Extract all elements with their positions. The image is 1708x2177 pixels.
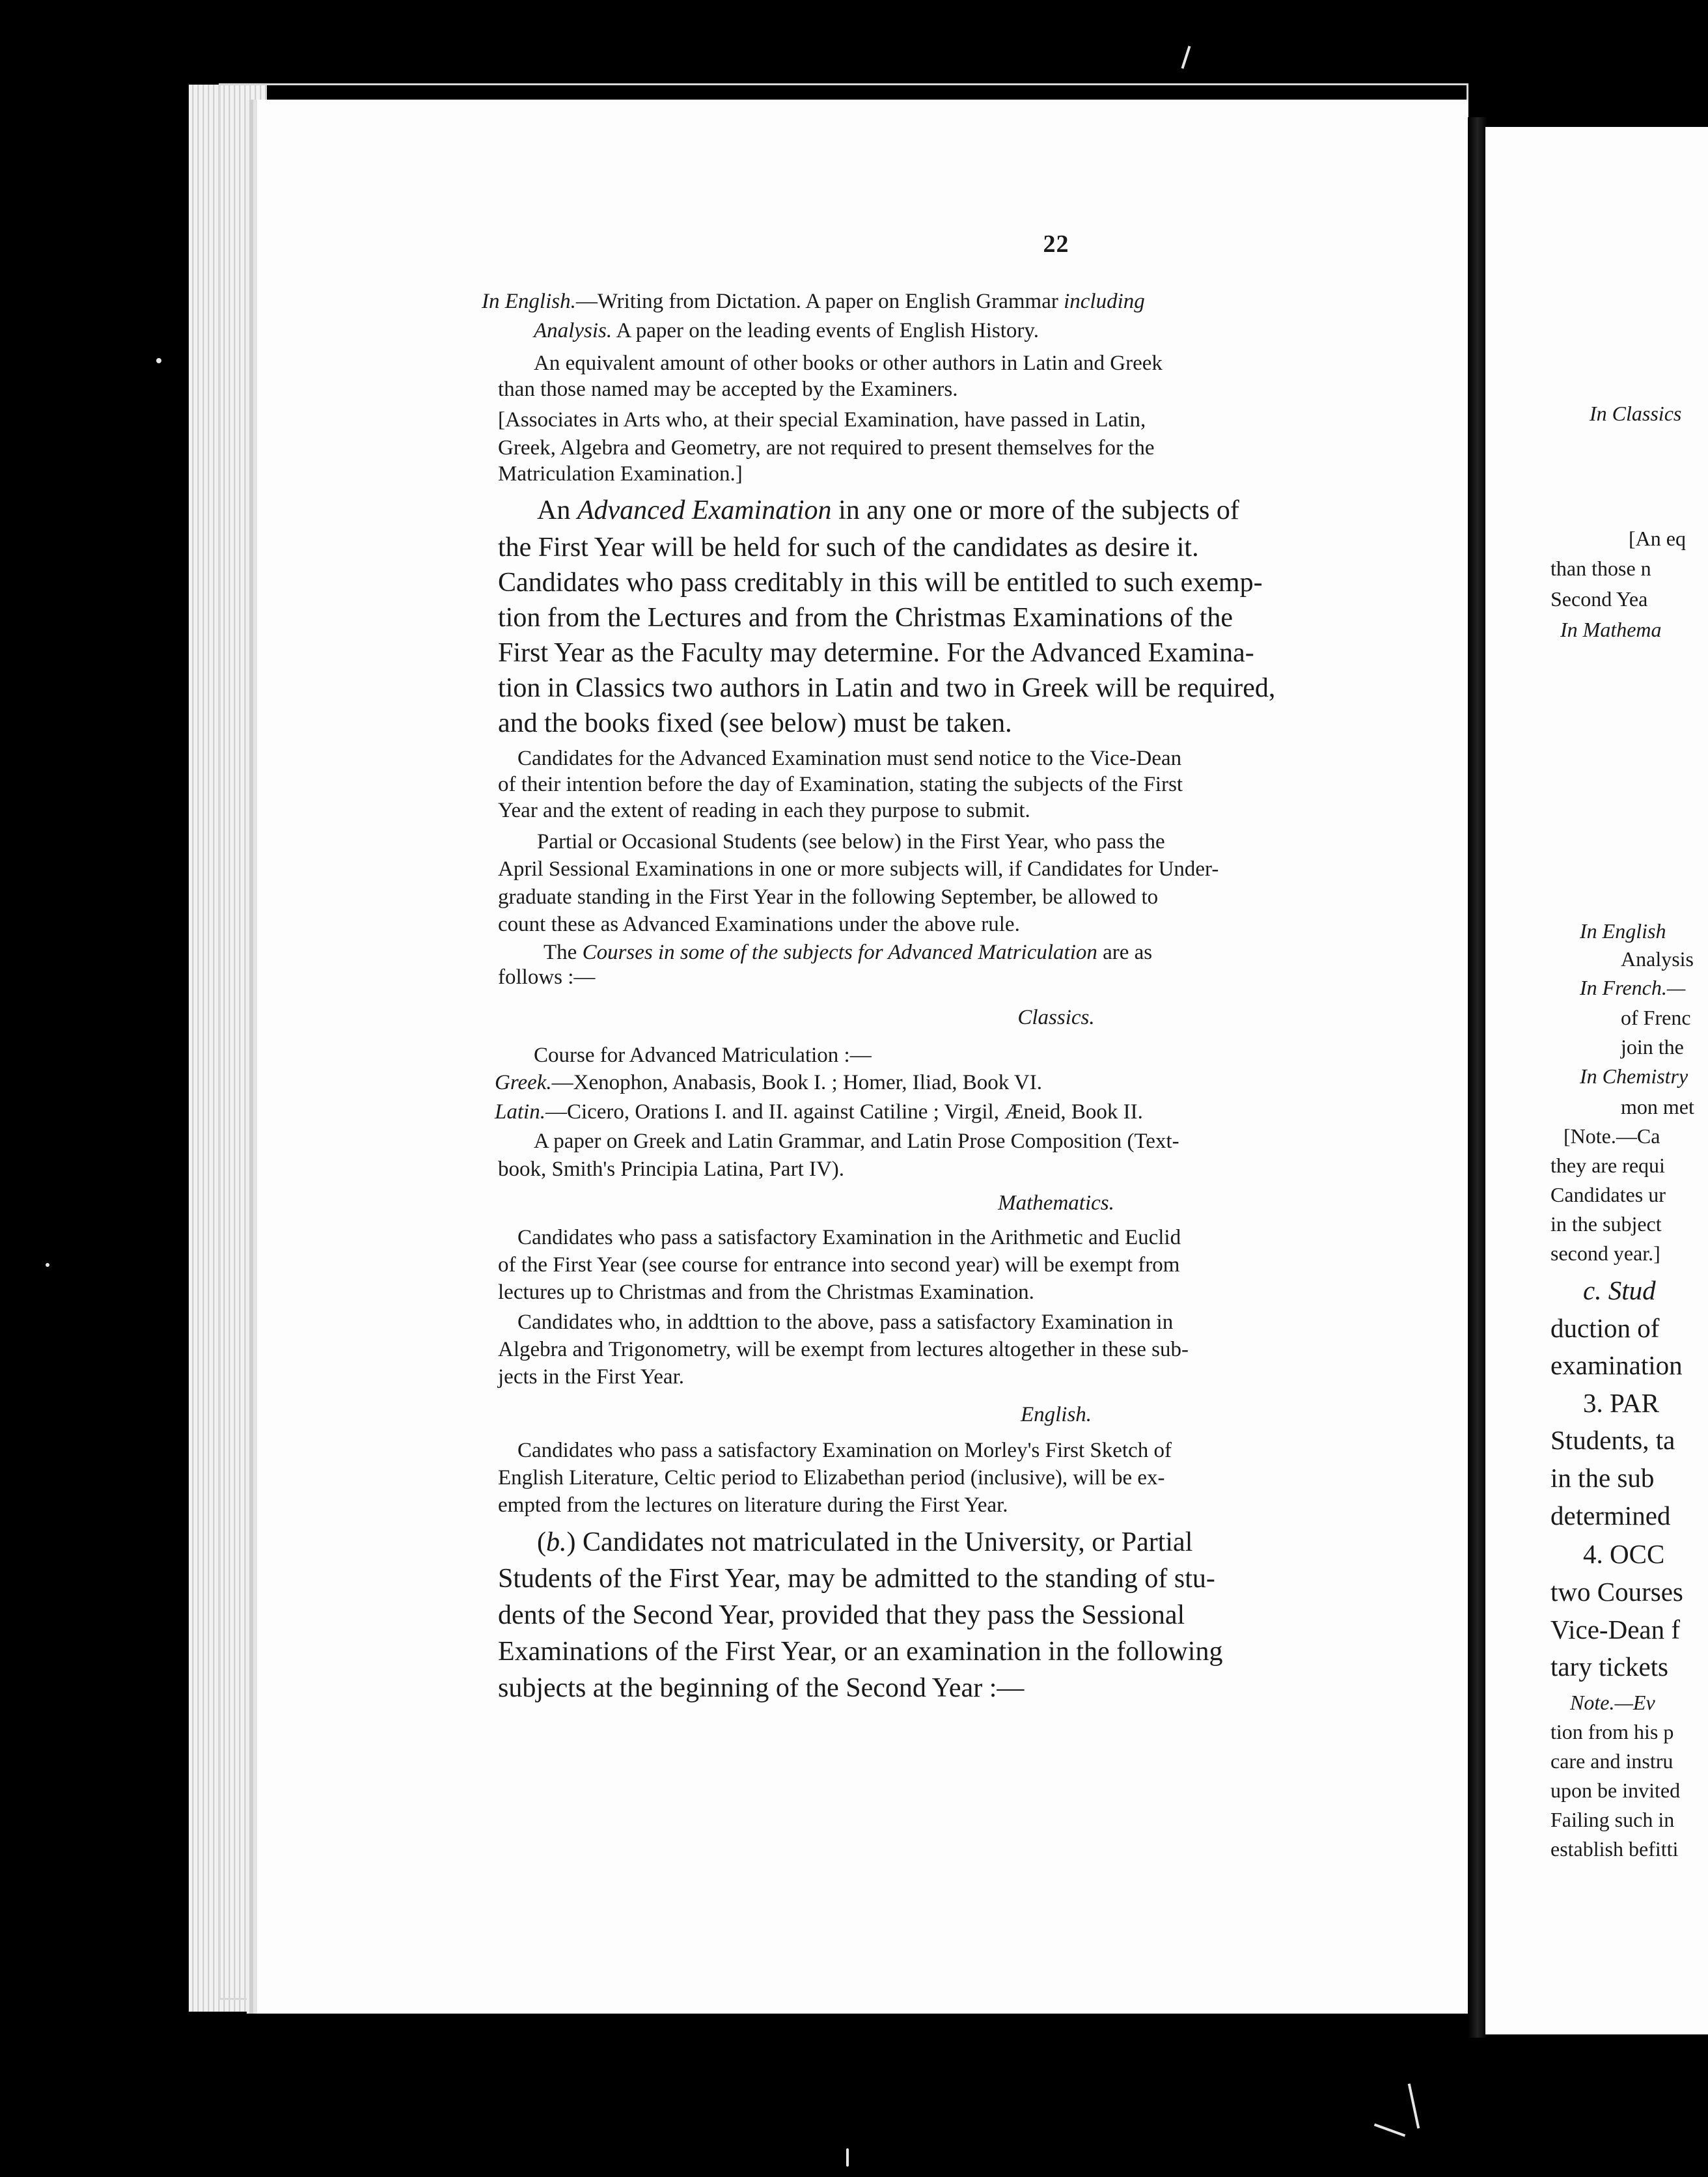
- right-fragment: tion from his p: [1550, 1720, 1674, 1743]
- right-fragment: than those n: [1550, 557, 1651, 580]
- right-fragment: tary tickets: [1550, 1652, 1669, 1682]
- courses-intro-line-2: follows :—: [498, 965, 596, 989]
- math-para2-line-1: Candidates who, in addttion to the above, pass a satisfactory Examination in: [517, 1310, 1174, 1334]
- math-para1-line-3: lectures up to Christmas and from the Christmas Examination.: [498, 1281, 1034, 1304]
- english-text-1: —Writing from Dictation. A paper on English Grammar: [575, 290, 1064, 313]
- right-fragment: mon met: [1621, 1095, 1694, 1118]
- partial-para-line-2: April Sessional Examinations in one or more subjects will, if Candidates for Under-: [498, 857, 1219, 881]
- right-fragment: In English: [1580, 919, 1666, 943]
- right-fragment: [Note.—Ca: [1563, 1124, 1660, 1148]
- math-para1-line-2: of the First Year (see course for entrance into second year) will be exempt from: [498, 1253, 1180, 1277]
- associates-note-line-3: Matriculation Examination.]: [498, 462, 743, 486]
- classics-paper-line-2: book, Smith's Principia Latina, Part IV).: [498, 1158, 845, 1181]
- para-b-line-5: subjects at the beginning of the Second Year :—: [498, 1673, 1025, 1703]
- right-fragment: Note.—Ev: [1570, 1691, 1655, 1714]
- advanced-lead: An: [537, 495, 577, 525]
- right-fragment: second year.]: [1550, 1241, 1660, 1265]
- scan-speck: [46, 1263, 49, 1267]
- math-para2-line-3: jects in the First Year.: [498, 1365, 684, 1389]
- right-fragment: upon be invited: [1550, 1779, 1681, 1802]
- associates-note-line-1: [Associates in Arts who, at their special Examination, have passed in Latin,: [498, 408, 1146, 432]
- right-fragment: care and instru: [1550, 1749, 1674, 1773]
- right-fragment: Students, ta: [1550, 1425, 1675, 1455]
- mathematics-heading: Mathematics.: [998, 1191, 1114, 1215]
- right-fragment: two Courses: [1550, 1577, 1683, 1607]
- scan-scratch: [1181, 46, 1191, 68]
- right-fragment: In Mathema: [1560, 618, 1662, 641]
- notice-para-line-2: of their intention before the day of Examination, stating the subjects of the First: [498, 773, 1183, 796]
- right-fragment: duction of: [1550, 1313, 1660, 1343]
- equivalent-note-line-2: than those named may be accepted by the Examiners.: [498, 378, 958, 401]
- english-para-line-1: Candidates who pass a satisfactory Examination on Morley's First Sketch of: [517, 1439, 1172, 1462]
- partial-para-line-1: Partial or Occasional Students (see below) in the First Year, who pass the: [537, 830, 1165, 853]
- classics-heading: Classics.: [1017, 1006, 1095, 1029]
- partial-para-line-4: count these as Advanced Examinations under the above rule.: [498, 913, 1020, 936]
- equivalent-note-line-1: An equivalent amount of other books or other authors in Latin and Greek: [534, 352, 1163, 375]
- associates-note-line-2: Greek, Algebra and Geometry, are not required to present themselves for the: [498, 436, 1155, 460]
- english-including: including: [1064, 290, 1145, 313]
- english-analysis: Analysis.: [534, 319, 613, 342]
- advanced-para-line-1: [537, 493, 1239, 527]
- courses-lead: The: [544, 941, 583, 964]
- right-fragment: Candidates ur: [1550, 1183, 1666, 1206]
- right-fragment: Vice-Dean f: [1550, 1615, 1680, 1644]
- advanced-para-line-2: the First Year will be held for such of the candidates as desire it.: [498, 533, 1199, 562]
- greek-text: —Xenophon, Anabasis, Book I. ; Homer, Iliad, Book VI.: [551, 1071, 1042, 1094]
- courses-rest: are as: [1097, 941, 1153, 964]
- classics-course-line: Course for Advanced Matriculation :—: [534, 1044, 872, 1067]
- right-page: [1485, 127, 1708, 2034]
- scan-speck: [846, 2148, 849, 2167]
- advanced-lead-rest: in any one or more of the subjects of: [831, 495, 1239, 525]
- advanced-para-line-5: First Year as the Faculty may determine. For the Advanced Examina-: [498, 638, 1254, 668]
- right-fragment: Analysis: [1621, 947, 1694, 971]
- english-requirement-line-2: [534, 318, 1039, 344]
- para-b-letter: b.: [546, 1527, 567, 1557]
- classics-paper-line-1: A paper on Greek and Latin Grammar, and Latin Prose Composition (Text-: [534, 1130, 1179, 1153]
- left-page: [257, 100, 1468, 2014]
- english-text-2: A paper on the leading events of English History.: [612, 319, 1039, 342]
- math-para1-line-1: Candidates who pass a satisfactory Examination in the Arithmetic and Euclid: [517, 1226, 1181, 1249]
- right-fragment: in the subject: [1550, 1212, 1662, 1236]
- para-b-line-3: dents of the Second Year, provided that they pass the Sessional: [498, 1600, 1185, 1630]
- right-fragment: determined: [1550, 1501, 1671, 1531]
- right-fragment: In French.—: [1580, 976, 1686, 999]
- scan-speck: [156, 358, 161, 363]
- scan-scratch: [1374, 2124, 1405, 2137]
- para-b-rest: ) Candidates not matriculated in the University, or Partial: [566, 1527, 1193, 1557]
- advanced-para-line-7: and the books fixed (see below) must be taken.: [498, 708, 1012, 738]
- english-para-line-3: empted from the lectures on literature during the First Year.: [498, 1493, 1008, 1517]
- english-requirement-line-1: [482, 288, 1614, 314]
- advanced-para-line-3: Candidates who pass creditably in this will be entitled to such exemp-: [498, 568, 1263, 598]
- courses-intro-line-1: [544, 939, 1152, 965]
- right-fragment: c. Stud: [1583, 1275, 1656, 1305]
- advanced-examination-term: Advanced Examination: [577, 495, 832, 525]
- right-fragment: [An eq: [1629, 527, 1686, 550]
- para-b-line-4: Examinations of the First Year, or an examination in the following: [498, 1637, 1223, 1667]
- right-fragment: of Frenc: [1621, 1006, 1691, 1029]
- latin-label: Latin.: [495, 1100, 545, 1124]
- right-fragment: 4. OCC: [1583, 1539, 1665, 1569]
- right-fragment: 3. PAR: [1583, 1388, 1659, 1418]
- right-fragment: establish befitti: [1550, 1837, 1679, 1861]
- para-b-open: (: [537, 1527, 546, 1557]
- book-spine-shadow: [1468, 117, 1487, 2038]
- advanced-para-line-4: tion from the Lectures and from the Christmas Examinations of the: [498, 603, 1233, 633]
- right-fragment: examination: [1550, 1350, 1683, 1380]
- right-fragment: join the: [1621, 1035, 1684, 1059]
- classics-greek-line: [495, 1070, 1042, 1096]
- right-fragment: they are requi: [1550, 1154, 1665, 1177]
- notice-para-line-3: Year and the extent of reading in each they purpose to submit.: [498, 799, 1030, 822]
- para-b-line-1: [537, 1525, 1192, 1559]
- english-heading: English.: [1020, 1403, 1092, 1426]
- math-para2-line-2: Algebra and Trigonometry, will be exempt from lectures altogether in these sub-: [498, 1338, 1189, 1361]
- para-b-line-2: Students of the First Year, may be admitted to the standing of stu-: [498, 1564, 1215, 1594]
- greek-label: Greek.: [495, 1071, 552, 1094]
- right-fragment: Failing such in: [1550, 1808, 1675, 1831]
- partial-para-line-3: graduate standing in the First Year in the following September, be allowed to: [498, 885, 1159, 909]
- advanced-para-line-6: tion in Classics two authors in Latin and two in Greek will be required,: [498, 673, 1276, 703]
- english-para-line-2: English Literature, Celtic period to Elizabethan period (inclusive), will be ex-: [498, 1466, 1165, 1490]
- courses-italic: Courses in some of the subjects for Advanced Matriculation: [582, 941, 1097, 964]
- right-fragment: In Chemistry: [1580, 1064, 1688, 1088]
- scan-scratch: [1408, 2083, 1420, 2128]
- page-number: 22: [1043, 230, 1069, 258]
- classics-latin-line: [495, 1099, 1143, 1125]
- right-fragment: In Classics: [1590, 402, 1682, 425]
- english-label: In English.: [482, 290, 576, 313]
- right-fragment: in the sub: [1550, 1463, 1655, 1493]
- right-fragment: Second Yea: [1550, 587, 1648, 611]
- notice-para-line-1: Candidates for the Advanced Examination must send notice to the Vice-Dean: [517, 747, 1182, 770]
- latin-text: —Cicero, Orations I. and II. against Catiline ; Virgil, Æneid, Book II.: [545, 1100, 1143, 1124]
